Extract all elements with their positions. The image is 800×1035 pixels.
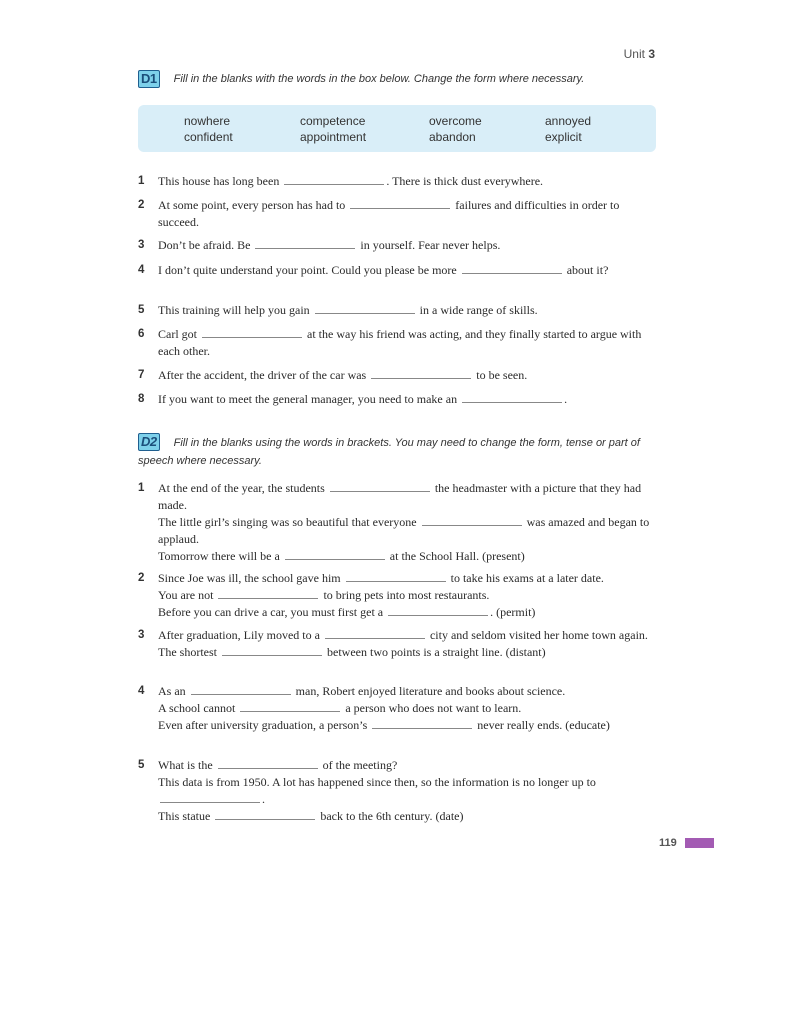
question-line: The little girl’s singing was so beautiful that everyone was amazed and began to applaud. bbox=[158, 515, 650, 546]
question: 7 After the accident, the driver of the car was to be seen. bbox=[138, 368, 528, 382]
answer-blank[interactable] bbox=[346, 570, 446, 582]
word: overcome bbox=[429, 114, 482, 128]
word: competence bbox=[300, 114, 366, 128]
section-d1-header bbox=[138, 70, 584, 88]
section-instruction: Fill in the blanks with the words in the box below. Change the form where necessary. bbox=[173, 73, 585, 85]
answer-blank[interactable] bbox=[160, 791, 260, 803]
word: annoyed bbox=[545, 114, 592, 128]
question-group: 3 After graduation, Lily moved to a city and seldom visited her home town again. The shortest between two points is a straight line. (distant) bbox=[138, 627, 658, 661]
question: 4 I don’t quite understand your point. Could you please be more about it? bbox=[138, 263, 609, 277]
unit-number: 3 bbox=[648, 47, 655, 61]
question-line: You are not to bring pets into most restaurants. bbox=[158, 588, 490, 602]
question-group: 5 What is the of the meeting? This data is from 1950. A lot has happened since then, so the information is no longer up to . This statue back to the 6th century. (date) bbox=[138, 757, 658, 825]
question-line: What is the of the meeting? bbox=[158, 758, 398, 772]
question-group: 4 As an man, Robert enjoyed literature and books about science. A school cannot a person who does not want to learn. Even after university graduation, a person’s never really ends. (educate) bbox=[138, 683, 658, 734]
word: confident bbox=[184, 130, 233, 144]
word: nowhere bbox=[184, 114, 231, 128]
question-line: This statue back to the 6th century. (date) bbox=[158, 809, 464, 823]
answer-blank[interactable] bbox=[284, 173, 384, 185]
page-number-bar bbox=[685, 838, 714, 848]
question-line: As an man, Robert enjoyed literature and books about science. bbox=[158, 684, 566, 698]
answer-blank[interactable] bbox=[191, 683, 291, 695]
answer-blank[interactable] bbox=[240, 700, 340, 712]
answer-blank[interactable] bbox=[422, 514, 522, 526]
answer-blank[interactable] bbox=[388, 604, 488, 616]
question-line: At the end of the year, the students the headmaster with a picture that they had made. bbox=[158, 481, 642, 512]
answer-blank[interactable] bbox=[462, 262, 562, 274]
answer-blank[interactable] bbox=[325, 627, 425, 639]
question: 3 Don’t be afraid. Be in yourself. Fear never helps. bbox=[138, 238, 501, 252]
question-line: The shortest between two points is a straight line. (distant) bbox=[158, 645, 546, 659]
question: 2 At some point, every person has had to failures and difficulties in order to succeed. bbox=[138, 198, 620, 229]
answer-blank[interactable] bbox=[462, 391, 562, 403]
unit-label: Unit 3 bbox=[623, 47, 655, 61]
section-d2-header bbox=[138, 433, 658, 470]
word: appointment bbox=[300, 130, 367, 144]
question-line: Tomorrow there will be a at the School Hall. (present) bbox=[158, 549, 525, 563]
question-line: After graduation, Lily moved to a city and seldom visited her home town again. bbox=[158, 628, 648, 642]
answer-blank[interactable] bbox=[222, 644, 322, 656]
word: abandon bbox=[429, 130, 476, 144]
section-instruction: Fill in the blanks using the words in brackets. You may need to change the form, tense or part of speech where necessary. bbox=[138, 437, 640, 467]
answer-blank[interactable] bbox=[255, 237, 355, 249]
answer-blank[interactable] bbox=[315, 302, 415, 314]
section-badge: D2 bbox=[138, 433, 160, 451]
answer-blank[interactable] bbox=[218, 587, 318, 599]
question-line: Even after university graduation, a person’s never really ends. (educate) bbox=[158, 718, 610, 732]
word-box bbox=[138, 105, 656, 152]
answer-blank[interactable] bbox=[350, 197, 450, 209]
question-line: Before you can drive a car, you must first get a . (permit) bbox=[158, 605, 536, 619]
answer-blank[interactable] bbox=[371, 367, 471, 379]
page-number: 119 bbox=[659, 837, 677, 849]
section-badge: D1 bbox=[138, 70, 160, 88]
question-line: This data is from 1950. A lot has happened since then, so the information is no longer up to . bbox=[158, 775, 596, 806]
question: 5 This training will help you gain in a wide range of skills. bbox=[138, 303, 538, 317]
answer-blank[interactable] bbox=[330, 480, 430, 492]
question-group: 2 Since Joe was ill, the school gave him to take his exams at a later date. You are not to bring pets into most restaurants. Before you can drive a car, you must first get a . (permit) bbox=[138, 570, 658, 621]
word: explicit bbox=[545, 130, 582, 144]
answer-blank[interactable] bbox=[372, 717, 472, 729]
question-group: 1 At the end of the year, the students the headmaster with a picture that they had made. The little girl’s singing was so beautiful that everyone was amazed and began to applaud. Tomorrow there will be a at the School Hall. (present) bbox=[138, 480, 658, 565]
question: 1 This house has long been . There is thick dust everywhere. bbox=[138, 174, 544, 188]
answer-blank[interactable] bbox=[202, 326, 302, 338]
answer-blank[interactable] bbox=[285, 548, 385, 560]
question-line: Since Joe was ill, the school gave him to take his exams at a later date. bbox=[158, 571, 604, 585]
answer-blank[interactable] bbox=[215, 808, 315, 820]
answer-blank[interactable] bbox=[218, 757, 318, 769]
question: 8 If you want to meet the general manager, you need to make an . bbox=[138, 392, 568, 406]
question: 6 Carl got at the way his friend was acting, and they finally started to argue with each other. bbox=[138, 327, 642, 358]
question-line: A school cannot a person who does not want to learn. bbox=[158, 701, 522, 715]
